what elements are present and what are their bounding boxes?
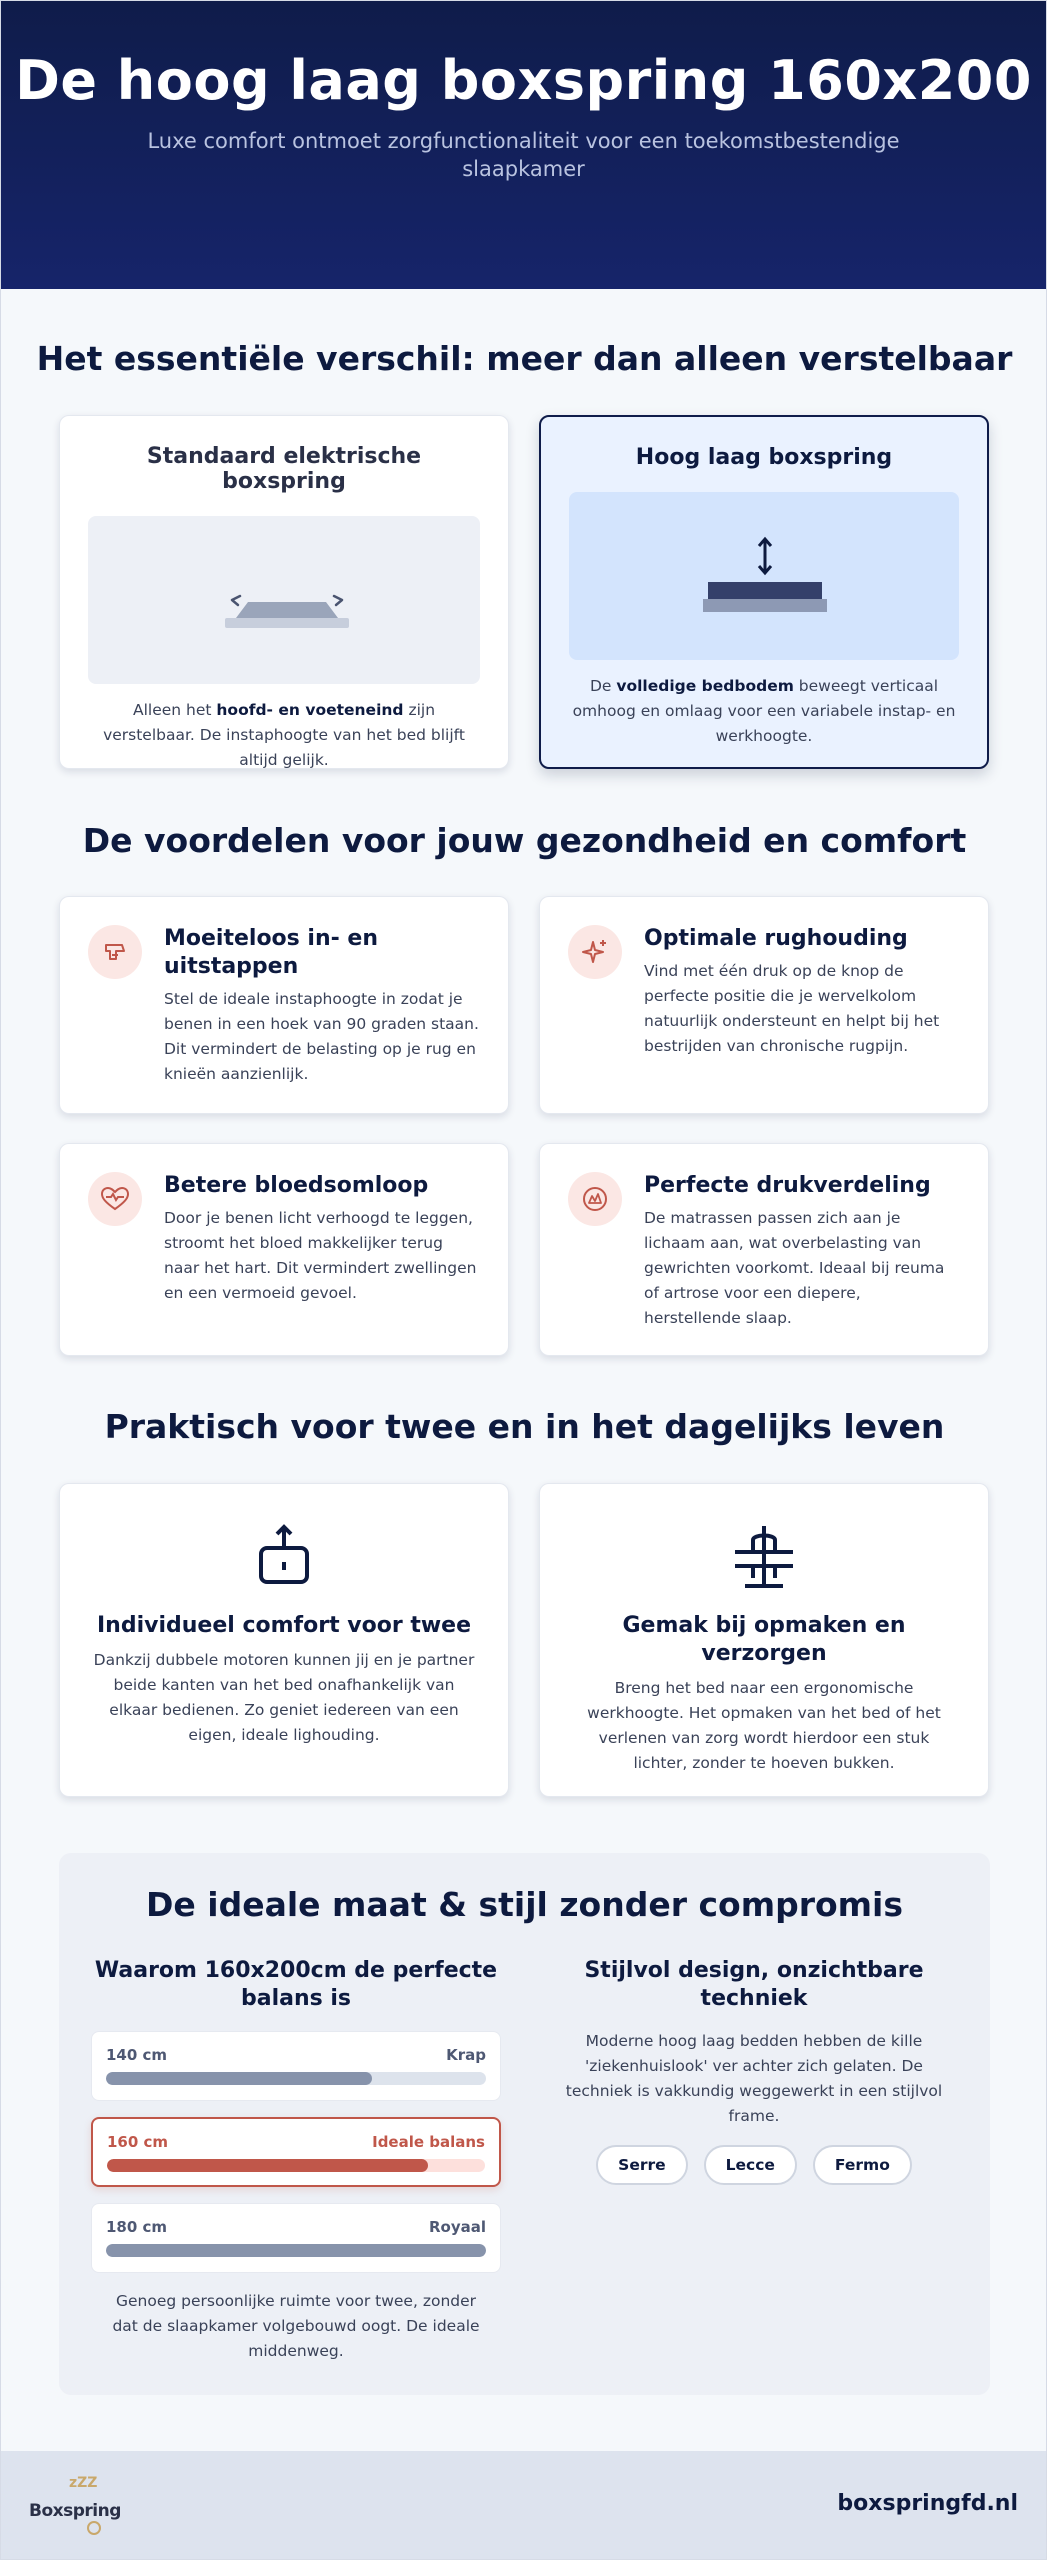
pressure-icon (568, 1172, 622, 1226)
size-bar-track (106, 2072, 486, 2085)
size-option-160 (91, 2117, 501, 2187)
benefit-card (539, 896, 989, 1114)
size-bar-fill (106, 2244, 486, 2257)
benefit-title: Optimale rughouding (644, 926, 908, 951)
size-label: 180 cm (106, 2218, 168, 2236)
model-chips (549, 2145, 959, 2185)
benefit-title: Betere bloedsomloop (164, 1173, 429, 1198)
practical-card-text: Breng het bed naar een ergonomische werkhoogte. Het opmaken van het bed of het verlenen van zorg wordt hierdoor een stuk lichter, zonder te hoeven bukken. (587, 1679, 941, 1772)
benefit-title: Perfecte drukverdeling (644, 1173, 931, 1198)
model-chip-fermo[interactable]: Fermo (813, 2145, 912, 2185)
benefit-card (539, 1143, 989, 1356)
hooglaag-boxspring-card (539, 415, 989, 769)
benefit-card (59, 896, 509, 1114)
heart-pulse-icon (88, 1172, 142, 1226)
standard-card-title: Standaard elektrische boxspring (146, 444, 422, 494)
style-title: Stijlvol design, onzichtbare techniek (584, 1958, 924, 2011)
size-tag: Ideale balans (372, 2133, 485, 2151)
style-text: Moderne hoog laag bedden hebben de kille 'ziekenhuislook' ver achter zich gelaten. De techniek is vakkundig weggewerkt in een stijlvol frame. (565, 2032, 943, 2125)
benefit-text: De matrassen passen zich aan je lichaam aan, wat overbelasting van gewrichten voorkomt. Ideaal bij reuma of artrose voor een diepere, herstellende slaap. (644, 1209, 945, 1327)
hooglaag-bed-icon (703, 539, 827, 612)
logo-word: Boxspring (29, 2501, 121, 2521)
standard-bed-icon (225, 596, 349, 628)
style-column (549, 1957, 959, 2185)
model-chip-lecce[interactable]: Lecce (704, 2145, 797, 2185)
size-title: Waarom 160x200cm de perfecte balans is (94, 1958, 498, 2011)
size-bar-fill (106, 2072, 372, 2085)
size-label: 140 cm (106, 2046, 168, 2064)
difference-title: Het essentiële verschil: meer dan alleen verstelbaar (36, 339, 1013, 378)
practical-card (59, 1483, 509, 1797)
size-comparison (91, 2031, 501, 2273)
sparkle-icon (568, 925, 622, 979)
size-tag: Krap (446, 2046, 486, 2064)
dual-control-icon (92, 1524, 476, 1590)
size-column (91, 1957, 501, 2364)
practical-card (539, 1483, 989, 1797)
benefit-text: Vind met één druk op de knop de perfecte positie die je wervelkolom natuurlijk ondersteunt en helpt bij het bestrijden van chronische rugpijn. (644, 962, 940, 1055)
site-link[interactable]: boxspringfd.nl (837, 2491, 1018, 2516)
hooglaag-card-text: De volledige bedbodem beweegt verticaal omhoog en omlaag voor een variabele instap- en werkhoogte. (572, 677, 956, 745)
benefits-title: De voordelen voor jouw gezondheid en comfort (82, 821, 967, 860)
benefit-title: Moeiteloos in- en uitstappen (164, 926, 379, 979)
step-in-icon (88, 925, 142, 979)
practical-card-text: Dankzij dubbele motoren kunnen jij en je partner beide kanten van het bed onafhankelijk van elkaar bedienen. Zo geniet iedereen van een eigen, ideale lighouding. (93, 1651, 475, 1744)
hooglaag-card-title: Hoog laag boxspring (635, 445, 893, 470)
benefit-text: Stel de ideale instaphoogte in zodat je benen in een hoek van 90 graden staan. Dit vermindert de belasting op je rug en knieën aanzienlijk. (164, 990, 479, 1083)
boxspring-logo[interactable] (29, 2475, 121, 2537)
model-chip-serre[interactable]: Serre (596, 2145, 687, 2185)
size-option-180 (91, 2203, 501, 2273)
hero-banner (1, 1, 1046, 289)
size-tag: Royaal (428, 2218, 486, 2236)
size-bar-track (107, 2159, 485, 2172)
size-bar-fill (107, 2159, 428, 2172)
size-option-140 (91, 2031, 501, 2101)
page-title: De hoog laag boxspring 160x200 (15, 49, 1032, 112)
benefit-card (59, 1143, 509, 1356)
standard-card-text: Alleen het hoofd- en voeteneind zijn verstelbaar. De instaphoogte van het bed blijft altijd gelijk. (103, 701, 465, 769)
practical-title: Praktisch voor twee en in het dagelijks leven (104, 1407, 945, 1446)
standard-boxspring-card (59, 415, 509, 769)
size-style-title: De ideale maat & stijl zonder compromis (146, 1885, 903, 1924)
standard-bed-illustration (88, 516, 480, 684)
size-note: Genoeg persoonlijke ruimte voor twee, zonder dat de slaapkamer volgebouwd oogt. De ideale middenweg. (112, 2292, 480, 2360)
logo-badge-icon (87, 2521, 101, 2535)
logo-sleep-mark: zZZ (69, 2475, 98, 2491)
footer (1, 2451, 1046, 2559)
size-label: 160 cm (107, 2133, 169, 2151)
size-bar-track (106, 2244, 486, 2257)
practical-card-title: Individueel comfort voor twee (96, 1613, 472, 1638)
practical-card-title: Gemak bij opmaken en verzorgen (622, 1613, 906, 1666)
benefit-text: Door je benen licht verhoogd te leggen, stroomt het bloed makkelijker terug naar het hart. Dit vermindert zwellingen en een vermoeid gevoel. (164, 1209, 477, 1302)
hero-subtitle: Luxe comfort ontmoet zorgfunctionaliteit voor een toekomstbestendige slaapkamer (147, 129, 900, 181)
hooglaag-bed-illustration (569, 492, 959, 660)
bed-lift-icon (572, 1524, 956, 1590)
size-style-panel (59, 1853, 990, 2395)
